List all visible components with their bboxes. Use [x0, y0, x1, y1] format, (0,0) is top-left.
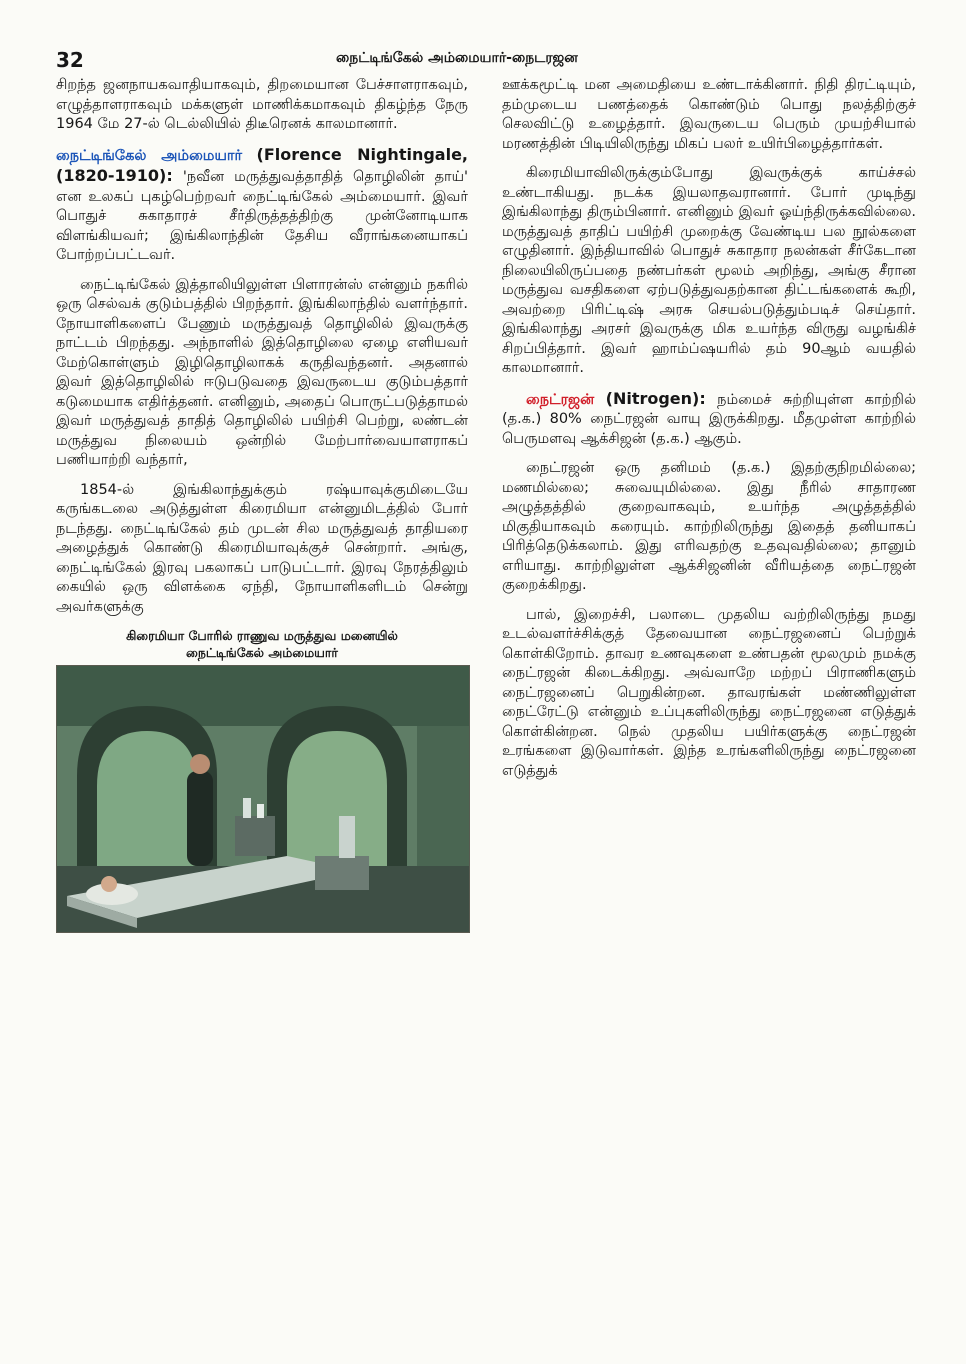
nightingale-paragraph-5: கிரைமியாவிலிருக்கும்போது இவருக்குக் காய்ச்சல் உண்டாகியது. நடக்க இயலாதவரானார். போர் முடிந்து இங்கிலாந்து திரும்பினார். எனினும் இவர் ஓய்ந்திருக்கவில்லை. மருத்துவத் தாதிப் பயிற்சி முறைக்கு வேண்டிய பல நூல்களை எழுதினார். இந்தியாவில் பொதுச் சுகாதார நலன்கள் சீர்கேடான நிலையிலிருப்பதை நண்பர்கள் மூலம் அறிந்து, அங்கு சீரான மருத்துவ வசதிகளை ஏற்படுத்துவதற்கான திட்டங்களைக் கூறி, அவற்றை பிரிட்டிஷ் அரசு செயல்படுத்தும்படிச் செய்தார். இங்கிலாந்து அரசர் இவருக்கு மிக உயர்ந்த விருது வழங்கிச் சிறப்பித்தார். இவர் ஹாம்ப்ஷயரில் தம் 90ஆம் வயதில் காலமானார்.	[502, 165, 916, 376]
figure-caption-line-1: கிரைமியா போரில் ராணுவ மருத்துவ மனையில்	[126, 628, 398, 643]
figure-caption	[56, 627, 468, 661]
hospital-ward-painting	[57, 666, 469, 932]
nitrogen-intro-text: நம்மைச் சுற்றியுள்ள காற்றில் (த.க.) 80% நைட்ரஜன் வாயு இருக்கிறது. மீதமுள்ள காற்றில் பெருமளவு ஆக்சிஜன் (த.க.) ஆகும்.	[502, 391, 916, 447]
nightingale-heading-tamil: நைட்டிங்கேல் அம்மையார்	[56, 147, 243, 164]
nehru-closing-paragraph: சிறந்த ஜனநாயகவாதியாகவும், திறமையான பேச்சாளராகவும், எழுத்தாளராகவும் மக்களுள் மாணிக்கமாகவும் திகழ்ந்த நேரு 1964 மே 27-ல் டெல்லியில் திடீரெனக் காலமானார்.	[56, 77, 468, 132]
nitrogen-entry-paragraph	[502, 389, 916, 450]
nitrogen-heading-tamil: நைட்ரஜன்	[526, 391, 595, 408]
nitrogen-heading-english: (Nitrogen):	[605, 388, 706, 408]
nightingale-entry-paragraph	[56, 145, 468, 266]
nightingale-paragraph-3: 1854-ல் இங்கிலாந்துக்கும் ரஷ்யாவுக்குமிடையே கருங்கடலை அடுத்துள்ள கிரைமியா என்னுமிடத்தில் போர் நடந்தது. நைட்டிங்கேல் தம் முடன் சில மருத்துவத் தாதியரை அழைத்துக் கொண்டு கிரைமியாவுக்குச் சென்றார். அங்கு, நைட்டிங்கேல் இரவு பகலாகப் பாடுபட்டார். இரவு நேரத்திலும் கையில் ஒரு விளக்கை ஏந்தி, நோயாளிகளிடம் சென்று அவர்களுக்கு	[56, 481, 468, 615]
nightingale-heading-english: (Florence Nightingale, (1820-1910):	[56, 144, 469, 185]
page-number: 32	[56, 48, 84, 72]
running-title: நைட்டிங்கேல் அம்மையார்-நைடரஜன	[336, 50, 578, 66]
nitrogen-paragraph-3: பால், இறைச்சி, பலாடை முதலிய வற்றிலிருந்து நமது உடல்வளர்ச்சிக்குத் தேவையான நைட்ரஜனைப் பெற்றுக் கொள்கிறோம். தாவர உணவுகளை உண்பதன் மூலமும் நமக்கு நைட்ரஜன் கிடைக்கிறது. அவ்வாறே மற்றப் பிராணிகளும் நைட்ரஜனைப் பெறுகின்றன. தாவரங்கள் மண்ணிலுள்ள நைட்ரேட்டு என்னும் உப்புகளிலிருந்து நைட்ரஜனை எடுத்துக் கொள்கின்றன. நெல் முதலிய பயிர்களுக்கு நைட்ரஜன் உரங்களை இடுவார்கள். இந்த உரங்களிலிருந்து நைட்ரஜனை எடுத்துக்	[502, 606, 916, 779]
right-column	[502, 76, 916, 791]
crimea-hospital-illustration	[56, 665, 470, 933]
figure-caption-line-2: நைட்டிங்கேல் அம்மையார்	[186, 645, 338, 660]
nightingale-paragraph-2: நைட்டிங்கேல் இத்தாலியிலுள்ள பிளாரன்ஸ் என்னும் நகரில் ஒரு செல்வக் குடும்பத்தில் பிறந்தார். இங்கிலாந்தில் வளர்ந்தார். நோயாளிகளைப் பேணும் மருத்துவத் தொழிலில் இவருக்கு நாட்டம் பிறந்தது. அந்நாளில் இத்தொழிலை ஏழை எளியவர் மேற்கொள்ளும் இழிதொழிலாகக் கருதிவந்தனர். அதனால் இவர் இத்தொழிலில் ஈடுபடுவதை இவருடைய குடும்பத்தார் கடுமையாக எதிர்த்தனர். எனினும், அதைப் பொருட்படுத்தாமல் இவர் மருத்துவத் தாதித் தொழிலில் பயிற்சி பெற்று, லண்டன் மருத்துவ நிலையம் ஒன்றில் மேற்பார்வையாளராகப் பணியாற்றி வந்தார்,	[56, 276, 468, 468]
nightingale-paragraph-4: ஊக்கமூட்டி மன அமைதியை உண்டாக்கினார். நிதி திரட்டியும், தம்முடைய பணத்தைக் கொண்டும் பொது நலத்திற்குச் செலவிட்டு உழைத்தார். இவருடைய பெரும் முயற்சியால் மரணத்தின் பிடியிலிருந்து மிகப் பலர் உயிர்பிழைத்தார்கள்.	[502, 77, 916, 152]
nitrogen-paragraph-2: நைட்ரஜன் ஒரு தனிமம் (த.க.) இதற்குநிறமில்லை; மணமில்லை; சுவையுமில்லை. இது நீரில் சாதாரண அழுத்தத்தில் குறைவாகவும், உயர்ந்த அழுத்தத்தில் மிகுதியாகவும் கரையும். காற்றிலிருந்து இதைத் தனியாகப் பிரித்தெடுக்கலாம். இது எரிவதற்கு உதவுவதில்லை; தானும் எரியாது. காற்றிலுள்ள ஆக்சிஜனின் வீரியத்தை நைட்ரஜன் குறைக்கிறது.	[502, 460, 916, 593]
left-column	[56, 76, 468, 933]
page-header	[56, 48, 916, 78]
nightingale-intro-text: 'நவீன மருத்துவத்தாதித் தொழிலின் தாய்' என உலகப் புகழ்பெற்றவர் நைட்டிங்கேல் அம்மையார். இவர் பொதுச் சுகாதாரச் சீர்திருத்தத்திற்கு முன்னோடியாக விளங்கியவர்; இங்கிலாந்தின் தேசிய வீராங்கனையாகப் போற்றப்பட்டவர்.	[56, 169, 469, 263]
